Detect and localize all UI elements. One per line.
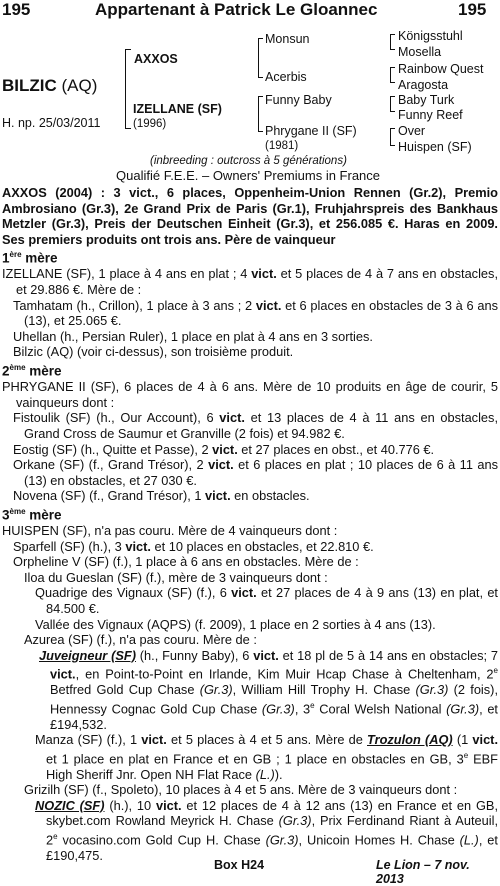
pedigree-tick <box>390 128 395 129</box>
pedigree-dam: IZELLANE (SF) <box>133 102 222 116</box>
text: , Prix Ferdinand Riant à Auteuil, 2 <box>46 813 498 848</box>
text: Fistoulik (SF) (h., Our Account), 6 <box>13 410 220 426</box>
pedigree-sire: AXXOS <box>134 52 178 66</box>
pedigree-g3-2: Mosella <box>398 45 442 59</box>
text: (2 fois), Hennessy Cognac Gold Cup Chase <box>50 682 498 717</box>
section-sup: ème <box>9 363 26 373</box>
pedigree-tick <box>258 96 263 97</box>
pedigree-g3-6: Funny Reef <box>398 108 463 122</box>
pedigree-tick <box>125 128 131 129</box>
pedigree-tick <box>258 38 263 39</box>
text: et 5 places à 4 et 5 ans. Mère de <box>166 732 368 748</box>
pedigree-g3-4: Aragosta <box>398 78 449 92</box>
pedigree-g3-3: Rainbow Quest <box>398 62 484 76</box>
produce-orpheline: Orpheline V (SF) (f.), 1 place à 6 ans en obstacles. Mère de : <box>13 554 359 570</box>
sup: e <box>463 750 469 760</box>
produce-vallee: Vallée des Vignaux (AQPS) (f. 2009), 1 place en 2 sorties à 4 ans (13). <box>35 616 436 632</box>
pedigree-tick <box>390 49 395 50</box>
pedigree-tick <box>390 96 395 97</box>
pedigree-g3-8: Huispen (SF) <box>398 140 472 154</box>
text: , et £194,532. <box>50 701 498 732</box>
section-number: 1 <box>2 250 10 266</box>
grade: (Gr.3) <box>265 832 299 848</box>
text: en obstacles. <box>230 488 310 504</box>
vict: vict. <box>212 441 238 457</box>
text: et 6 places en obstacles de 3 à 6 ans (13), et 25.065 €. <box>24 297 498 329</box>
vict: vict. <box>472 732 498 748</box>
vict: vict. <box>141 732 167 748</box>
dam-izellane <box>2 266 498 297</box>
produce-uhellan: Uhellan (h., Persian Ruler), 1 place en plat à 4 ans en 3 sorties. <box>13 328 373 344</box>
pedigree-tick <box>390 34 395 35</box>
text: Tamhatam (h., Crillon), 1 place à 3 ans ; 2 <box>13 297 256 313</box>
text: et 5 places de 4 à 7 ans en obstacles, et 29.886 €. Mère de : <box>16 266 498 298</box>
sup: e <box>53 832 58 842</box>
pedigree-g3-7: Over <box>398 124 426 138</box>
text: Eostig (SF) (h., Quitte et Passe), 2 <box>13 441 213 457</box>
grade: (L.) <box>255 766 275 782</box>
produce-bilzic: Bilzic (AQ) (voir ci-dessus), son troisième produit. <box>13 344 294 360</box>
vict: vict. <box>205 488 231 504</box>
section-heading-1st-dam <box>2 247 498 266</box>
pedigree-tick <box>390 67 395 68</box>
vict: vict. <box>253 647 279 663</box>
text: IZELLANE (SF), 1 place à 4 ans en plat ; 4 <box>2 266 252 282</box>
text: et 27 places en obst., et 40.776 €. <box>237 441 435 457</box>
page-number-left: 195 <box>2 0 31 19</box>
produce-manza <box>2 732 498 782</box>
pedigree-tick <box>125 49 131 50</box>
pedigree-bracket-g3 <box>390 128 391 146</box>
pedigree-bracket-sire <box>258 38 259 78</box>
produce-tamhatam <box>2 298 498 329</box>
inbreeding-note: (inbreeding : outcross à 5 générations) <box>150 155 347 167</box>
dam-phrygane: PHRYGANE II (SF), 6 places de 4 à 6 ans. Mère de 10 produits en âge de courir, 5 vainqueurs dont : <box>2 379 498 410</box>
pedigree-bracket-dam <box>258 96 259 132</box>
text: ). <box>274 766 283 782</box>
text: et 18 pl de 5 à 14 ans en obstacles; 7 <box>278 647 498 663</box>
produce-iloa: Iloa du Gueslan (SF) (f.), mère de 3 vainqueurs dont : <box>24 569 328 585</box>
pedigree-dam-year: (1996) <box>133 118 167 130</box>
vict: vict. <box>125 538 151 554</box>
text: EBF High Sheriff Jnr. Open NH Flat Race <box>46 751 498 782</box>
grade: (Gr.3) <box>415 682 449 698</box>
text: (h.), 10 <box>104 797 156 813</box>
produce-azurea: Azurea (SF) (f.), n'a pas couru. Mère de : <box>24 632 257 648</box>
horse-name-block <box>2 76 97 96</box>
footer-source: Le Lion – 7 nov. 2013 <box>376 858 470 886</box>
text: et 27 places de 4 à 9 ans (13) en plat, et 84.500 €. <box>46 585 498 616</box>
dam-huispen: HUISPEN (SF), n'a pas couru. Mère de 4 vainqueurs dont : <box>2 522 338 538</box>
horse-name-highlight: Juveigneur (SF) <box>39 647 136 663</box>
pedigree-tick <box>390 82 395 83</box>
text: vocasino.com Gold Cup H. Chase <box>57 832 266 848</box>
vict: vict. <box>208 457 234 473</box>
text: Manza (SF) (f.), 1 <box>35 732 142 748</box>
text: Sparfell (SF) (h.), 3 <box>13 538 126 554</box>
pedigree-tick <box>390 145 395 146</box>
vict: vict. <box>50 666 76 682</box>
pedigree-tick <box>390 111 395 112</box>
footer-box: Box H24 <box>214 858 265 872</box>
grade: (L.) <box>459 832 479 848</box>
text: Quadrige des Vignaux (SF) (f.), 6 <box>35 585 232 601</box>
text: et 1 place en plat en France et en GB ; 1 place en obstacles en GB, 3 <box>46 751 464 767</box>
pedigree-sire-sire: Monsun <box>265 32 310 46</box>
document-body <box>2 185 498 864</box>
produce-quadrige <box>2 585 498 616</box>
horse-name-highlight: NOZIC (SF) <box>35 797 105 813</box>
text: , en Point-to-Point en Irlande, Kim Muir Hcap Chase à Cheltenham, 2 <box>75 666 494 682</box>
text: , Unicoin Homes H. Chase <box>298 832 460 848</box>
text: (h., Funny Baby), 6 <box>135 647 254 663</box>
section-number: 2 <box>2 363 10 379</box>
pedigree-g3-1: Königsstuhl <box>398 29 463 43</box>
pedigree-sire-dam: Acerbis <box>265 70 307 84</box>
pedigree-tick <box>258 77 263 78</box>
vict: vict. <box>155 797 182 813</box>
text: , et £190,475. <box>46 832 498 863</box>
vict: vict. <box>219 410 245 426</box>
page-number-right: 195 <box>458 0 487 19</box>
text: et 10 places en obstacles, et 22.810 €. <box>150 538 374 554</box>
text: Betfred Gold Cup Chase <box>50 682 200 698</box>
horse-name-highlight: Trozulon (AQ) <box>367 732 453 748</box>
section-heading-2nd-dam <box>2 360 498 379</box>
pedigree-dam-dam: Phrygane II (SF) <box>265 124 357 138</box>
qualifie-note: Qualifié F.E.E. – Owners' Premiums in France <box>116 168 381 183</box>
pedigree-bracket-g3 <box>390 96 391 112</box>
produce-nozic <box>2 798 498 864</box>
section-word: mère <box>25 250 58 266</box>
section-sup: ère <box>9 250 22 260</box>
pedigree-bracket-gen1 <box>125 49 126 129</box>
pedigree-g3-5: Baby Turk <box>398 93 455 107</box>
grade: (Gr.3) <box>261 701 295 717</box>
pedigree-dam-sire: Funny Baby <box>265 93 332 107</box>
section-sup: ème <box>9 506 26 516</box>
grade: (Gr.3) <box>199 682 233 698</box>
sup: e <box>493 666 498 676</box>
section-word: mère <box>29 507 62 523</box>
sire-summary: AXXOS (2004) : 3 vict., 6 places, Oppenheim-Union Rennen (Gr.2), Premio Ambrosiano (Gr.3), 2e Grand Prix de Paris (Gr.1), Fruhjahrspreis des Bankhaus Metzler (Gr.3), Preis der Deutschen Einheit (Gr.3), et 256.085 €. Haras en 2009. Ses premiers produits ont trois ans. Père de vainqueur <box>2 185 498 247</box>
produce-orkane <box>2 457 498 488</box>
text: , 3 <box>294 701 311 717</box>
section-word: mère <box>29 363 62 379</box>
horse-suffix: (AQ) <box>61 76 98 95</box>
section-heading-3rd-dam <box>2 504 498 523</box>
page-title: Appartenant à Patrick Le Gloannec <box>95 0 378 19</box>
vict: vict. <box>231 585 257 601</box>
produce-sparfell <box>2 539 498 555</box>
grade: (Gr.3) <box>446 701 480 717</box>
text: (1 <box>452 732 473 748</box>
text: Novena (SF) (f., Grand Trésor), 1 <box>13 488 206 504</box>
produce-juveigneur <box>2 648 498 733</box>
vict: vict. <box>255 297 282 313</box>
horse-info: H. np. 25/03/2011 <box>2 116 101 130</box>
pedigree-tick <box>258 131 263 132</box>
grade: (Gr.3) <box>278 813 312 829</box>
produce-novena <box>2 488 498 504</box>
produce-grizilh: Grizilh (SF) (f., Spoleto), 10 places à 4 et 5 ans. Mère de 3 vainqueurs dont : <box>24 782 458 798</box>
text: et 13 places de 4 à 11 ans en obstacles, Grand Cross de Saumur et Granville (2 fois) et 94.982 €. <box>24 410 498 441</box>
vict: vict. <box>251 266 277 282</box>
text: et 6 places en plat ; 10 places de 6 à 11 ans (13) en obstacles, et 27 030 €. <box>24 457 498 488</box>
section-number: 3 <box>2 507 10 523</box>
horse-name: BILZIC <box>2 76 57 95</box>
produce-eostig <box>2 442 498 458</box>
pedigree-bracket-g3 <box>390 34 391 50</box>
produce-fistoulik <box>2 410 498 441</box>
pedigree-dam-dam-year: (1981) <box>265 140 299 152</box>
text: Orkane (SF) (f., Grand Trésor), 2 <box>13 457 209 473</box>
text: et 12 places de 4 à 12 ans (13) en France et en GB, skybet.com Rowland Meyrick H. Chase <box>46 797 498 829</box>
text: , William Hill Trophy H. Chase <box>232 682 416 698</box>
text: Coral Welsh National <box>314 701 447 717</box>
sup: e <box>310 700 315 710</box>
pedigree-bracket-g3 <box>390 67 391 83</box>
